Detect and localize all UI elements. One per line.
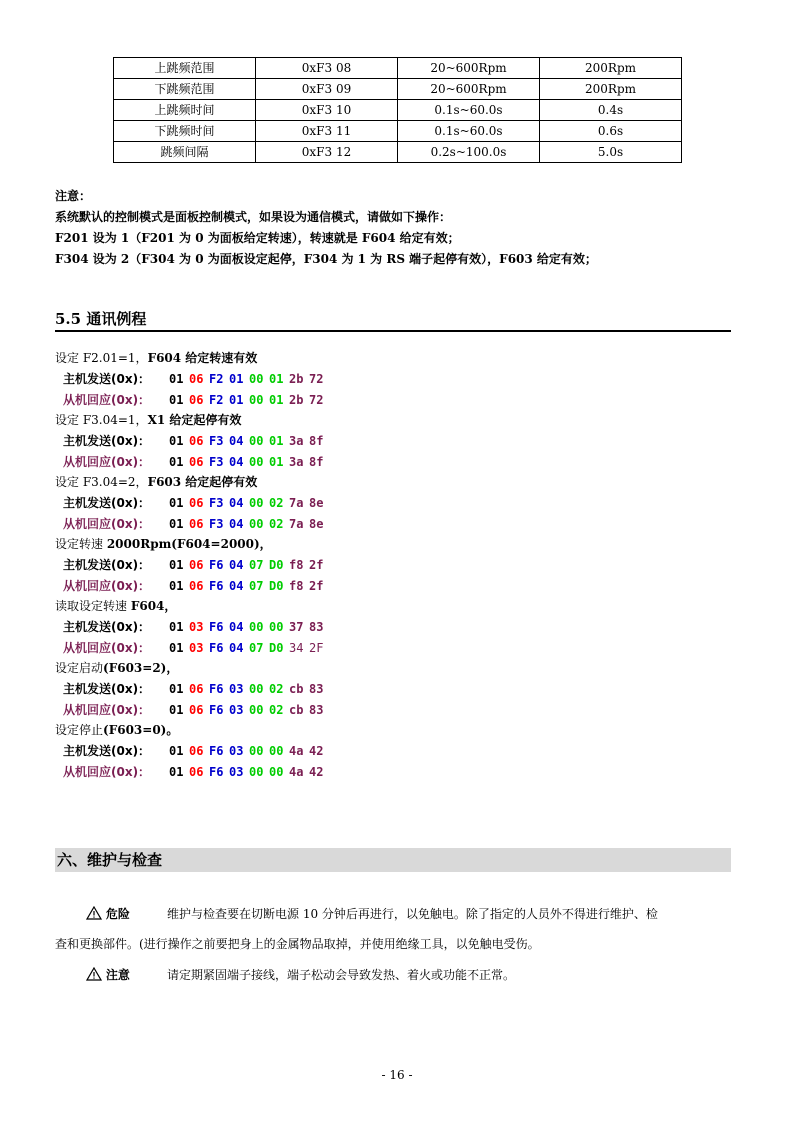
frame-byte: 8e [309, 517, 324, 531]
example-description [55, 596, 176, 616]
table-cell: 0.2s~100.0s [398, 142, 540, 163]
example-desc-bold: F604， [130, 599, 177, 613]
frame-byte: 01 [169, 434, 184, 448]
frame-byte: 03 [189, 641, 204, 655]
frame-byte: 8f [309, 455, 324, 469]
frame-byte: 83 [309, 620, 324, 634]
table-row [114, 121, 682, 142]
frame-byte: 42 [309, 765, 324, 779]
frame-byte: 02 [269, 703, 284, 717]
frame-byte: 04 [229, 455, 244, 469]
frame-byte: 00 [249, 434, 264, 448]
frame-byte: 02 [269, 682, 284, 696]
frame-byte: 2F [309, 641, 324, 655]
frame-byte: F6 [209, 682, 224, 696]
table-cell: 200Rpm [540, 58, 682, 79]
frame-byte: 06 [189, 517, 204, 531]
frame-byte: 06 [189, 579, 204, 593]
master-frame [63, 369, 329, 389]
example-description [55, 658, 178, 678]
frame-byte: 7a [289, 517, 304, 531]
frame-byte: F6 [209, 765, 224, 779]
frame-byte: 00 [249, 372, 264, 386]
caution-label: 注意 [105, 968, 130, 982]
frame-byte: F6 [209, 744, 224, 758]
frame-byte: 4a [289, 765, 304, 779]
table-cell: 0xF3 11 [256, 121, 398, 142]
table-cell: 5.0s [540, 142, 682, 163]
slave-label: 从机回应(0x)： [63, 641, 151, 655]
slave-frame [63, 700, 329, 720]
warning-triangle-icon [86, 966, 102, 980]
frame-byte: 00 [249, 455, 264, 469]
frame-byte: 07 [249, 558, 264, 572]
frame-byte: 2b [289, 393, 304, 407]
frame-byte: 8f [309, 434, 324, 448]
frame-byte: 01 [169, 744, 184, 758]
frame-byte: F3 [209, 496, 224, 510]
example-desc-bold: F603 给定起停有效 [147, 475, 258, 489]
frame-byte: 00 [249, 496, 264, 510]
example-desc-bold: F604 给定转速有效 [147, 351, 258, 365]
note-line-2: F201 设为 1（F201 为 0 为面板给定转速），转速就是 F604 给定有效； [55, 231, 460, 245]
frame-byte: 03 [229, 703, 244, 717]
frame-byte: 02 [269, 496, 284, 510]
frame-byte: 06 [189, 558, 204, 572]
frame-byte: 07 [249, 641, 264, 655]
master-label: 主机发送(0x)： [63, 372, 151, 386]
slave-label: 从机回应(0x)： [63, 393, 151, 407]
danger-text-2: 查和更换部件。(进行操作之前要把身上的金属物品取掉，并使用绝缘工具，以免触电受伤。 [55, 937, 540, 951]
parameter-table-body [114, 58, 682, 163]
frame-byte: F2 [209, 393, 224, 407]
parameter-table [113, 57, 682, 163]
frame-byte: 01 [229, 372, 244, 386]
master-frame [63, 493, 329, 513]
note-title: 注意： [55, 189, 92, 203]
example-desc-bold: 2000Rpm(F604=2000)， [106, 537, 272, 551]
table-cell: 200Rpm [540, 79, 682, 100]
frame-byte: 37 [289, 620, 304, 634]
table-row [114, 58, 682, 79]
table-row [114, 79, 682, 100]
frame-byte: 01 [169, 682, 184, 696]
table-cell: 0xF3 09 [256, 79, 398, 100]
table-cell: 上跳频时间 [114, 100, 256, 121]
example-description [55, 720, 178, 740]
frame-byte: 06 [189, 393, 204, 407]
frame-byte: 07 [249, 579, 264, 593]
slave-frame [63, 576, 329, 596]
frame-byte: 01 [269, 434, 284, 448]
frame-byte: 7a [289, 496, 304, 510]
frame-byte: 01 [229, 393, 244, 407]
frame-byte: f8 [289, 558, 304, 572]
frame-byte: 00 [269, 744, 284, 758]
example-desc-bold: (F603=2)， [103, 661, 179, 675]
example-desc-plain: 设定停止 [55, 723, 104, 737]
frame-byte: D0 [269, 558, 284, 572]
frame-byte: 00 [249, 703, 264, 717]
slave-frame [63, 638, 329, 658]
frame-byte: 72 [309, 393, 324, 407]
chapter-title: 六、维护与检查 [55, 848, 731, 872]
frame-byte: F6 [209, 703, 224, 717]
table-cell: 0.6s [540, 121, 682, 142]
example-desc-bold: X1 给定起停有效 [147, 413, 242, 427]
frame-byte: F3 [209, 434, 224, 448]
frame-byte: 01 [269, 372, 284, 386]
frame-byte: 01 [269, 455, 284, 469]
table-cell: 0.4s [540, 100, 682, 121]
frame-byte: cb [289, 682, 304, 696]
frame-byte: 04 [229, 496, 244, 510]
frame-byte: 01 [169, 765, 184, 779]
table-cell: 下跳频范围 [114, 79, 256, 100]
master-label: 主机发送(0x)： [63, 496, 151, 510]
note-line-3: F304 设为 2（F304 为 0 为面板设定起停，F304 为 1 为 RS 端子起停有效），F603 给定有效； [55, 252, 597, 266]
frame-byte: 00 [269, 620, 284, 634]
frame-byte: F6 [209, 641, 224, 655]
note-line-1: 系统默认的控制模式是面板控制模式，如果设为通信模式，请做如下操作： [55, 210, 452, 224]
frame-byte: 01 [169, 517, 184, 531]
danger-text-1: 维护与检查要在切断电源 10 分钟后再进行，以免触电。除了指定的人员外不得进行维护、检 [167, 907, 658, 921]
example-desc-plain: 读取设定转速 [55, 599, 131, 613]
frame-byte: 34 [289, 641, 304, 655]
section-title: 5.5 通讯例程 [55, 308, 731, 332]
frame-byte: 06 [189, 496, 204, 510]
slave-label: 从机回应(0x)： [63, 455, 151, 469]
frame-byte: 06 [189, 765, 204, 779]
frame-byte: 04 [229, 641, 244, 655]
frame-byte: 4a [289, 744, 304, 758]
caution-text: 请定期紧固端子接线，端子松动会导致发热、着火或功能不正常。 [167, 968, 516, 982]
frame-byte: 01 [169, 496, 184, 510]
master-label: 主机发送(0x)： [63, 434, 151, 448]
table-row [114, 142, 682, 163]
frame-byte: cb [289, 703, 304, 717]
frame-byte: 01 [269, 393, 284, 407]
frame-byte: 06 [189, 455, 204, 469]
frame-byte: 04 [229, 434, 244, 448]
frame-byte: 06 [189, 372, 204, 386]
frame-byte: 06 [189, 744, 204, 758]
frame-byte: 02 [269, 517, 284, 531]
table-cell: 下跳频时间 [114, 121, 256, 142]
master-label: 主机发送(0x)： [63, 620, 151, 634]
table-row [114, 100, 682, 121]
frame-byte: 03 [189, 620, 204, 634]
slave-label: 从机回应(0x)： [63, 765, 151, 779]
example-desc-plain: 设定 F3.04=1， [55, 413, 148, 427]
frame-byte: 04 [229, 579, 244, 593]
master-frame [63, 617, 329, 637]
frame-byte: 01 [169, 579, 184, 593]
frame-byte: 00 [249, 682, 264, 696]
danger-row [86, 903, 130, 925]
frame-byte: F6 [209, 620, 224, 634]
frame-byte: F3 [209, 455, 224, 469]
table-cell: 上跳频范围 [114, 58, 256, 79]
frame-byte: F3 [209, 517, 224, 531]
frame-byte: 2b [289, 372, 304, 386]
table-cell: 0xF3 10 [256, 100, 398, 121]
frame-byte: D0 [269, 641, 284, 655]
frame-byte: 8e [309, 496, 324, 510]
slave-label: 从机回应(0x)： [63, 703, 151, 717]
frame-byte: 00 [249, 765, 264, 779]
example-desc-plain: 设定启动 [55, 661, 104, 675]
frame-byte: 01 [169, 703, 184, 717]
frame-byte: 3a [289, 455, 304, 469]
frame-byte: 00 [249, 517, 264, 531]
table-cell: 0.1s~60.0s [398, 121, 540, 142]
slave-frame [63, 514, 329, 534]
frame-byte: 00 [249, 620, 264, 634]
frame-byte: 01 [169, 558, 184, 572]
example-description [55, 410, 241, 430]
table-cell: 0.1s~60.0s [398, 100, 540, 121]
danger-label: 危险 [105, 907, 130, 921]
frame-byte: 04 [229, 558, 244, 572]
example-desc-plain: 设定 F2.01=1， [55, 351, 148, 365]
frame-byte: 2f [309, 579, 324, 593]
frame-byte: 00 [249, 393, 264, 407]
table-cell: 跳频间隔 [114, 142, 256, 163]
frame-byte: 03 [229, 744, 244, 758]
example-desc-plain: 设定 F3.04=2， [55, 475, 148, 489]
frame-byte: 01 [169, 641, 184, 655]
frame-byte: 06 [189, 434, 204, 448]
frame-byte: 06 [189, 703, 204, 717]
frame-byte: 01 [169, 620, 184, 634]
master-frame [63, 431, 329, 451]
caution-row [86, 964, 130, 986]
frame-byte: D0 [269, 579, 284, 593]
master-frame [63, 741, 329, 761]
frame-byte: 01 [169, 455, 184, 469]
page-number: - 16 - [381, 1068, 413, 1082]
master-label: 主机发送(0x)： [63, 682, 151, 696]
frame-byte: 01 [169, 372, 184, 386]
frame-byte: F6 [209, 558, 224, 572]
frame-byte: 03 [229, 682, 244, 696]
master-label: 主机发送(0x)： [63, 744, 151, 758]
frame-byte: 83 [309, 703, 324, 717]
example-desc-plain: 设定转速 [55, 537, 107, 551]
master-frame [63, 679, 329, 699]
table-cell: 0xF3 08 [256, 58, 398, 79]
frame-byte: 00 [249, 744, 264, 758]
frame-byte: 03 [229, 765, 244, 779]
master-frame [63, 555, 329, 575]
slave-frame [63, 762, 329, 782]
table-cell: 0xF3 12 [256, 142, 398, 163]
frame-byte: 42 [309, 744, 324, 758]
frame-byte: 3a [289, 434, 304, 448]
slave-label: 从机回应(0x)： [63, 517, 151, 531]
frame-byte: 06 [189, 682, 204, 696]
frame-byte: 72 [309, 372, 324, 386]
frame-byte: F2 [209, 372, 224, 386]
example-description [55, 534, 272, 554]
example-description [55, 472, 257, 492]
example-description [55, 348, 257, 368]
frame-byte: 04 [229, 517, 244, 531]
table-cell: 20~600Rpm [398, 58, 540, 79]
example-desc-bold: (F603=0)。 [103, 723, 179, 737]
slave-frame [63, 390, 329, 410]
frame-byte: 01 [169, 393, 184, 407]
frame-byte: 04 [229, 620, 244, 634]
frame-byte: 00 [269, 765, 284, 779]
slave-frame [63, 452, 329, 472]
frame-byte: f8 [289, 579, 304, 593]
frame-byte: F6 [209, 579, 224, 593]
slave-label: 从机回应(0x)： [63, 579, 151, 593]
frame-byte: 2f [309, 558, 324, 572]
warning-triangle-icon [86, 905, 102, 919]
table-cell: 20~600Rpm [398, 79, 540, 100]
master-label: 主机发送(0x)： [63, 558, 151, 572]
frame-byte: 83 [309, 682, 324, 696]
